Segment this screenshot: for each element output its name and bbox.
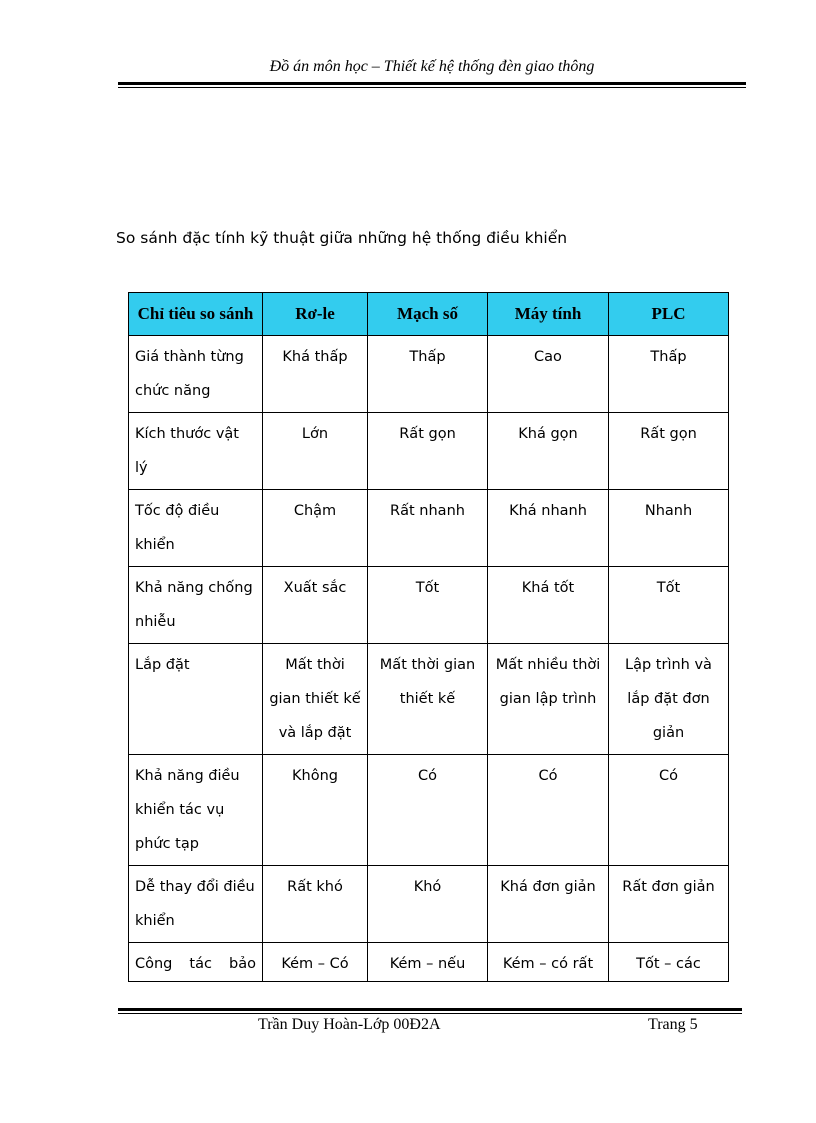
table-cell: Rất gọn: [368, 413, 488, 490]
comparison-table: [128, 292, 729, 982]
table-row: [129, 644, 729, 755]
header-cell-computer: Máy tính: [488, 293, 609, 336]
table-cell: Kém – có rất: [488, 943, 609, 982]
table-row: [129, 755, 729, 866]
table-cell: Cao: [488, 336, 609, 413]
row-label: Công tác bảo: [129, 943, 263, 982]
table-cell: Khá gọn: [488, 413, 609, 490]
table-cell: Xuất sắc: [263, 567, 368, 644]
header-rule-thin: [118, 87, 746, 88]
table-cell: Mất thời gian thiết kế: [368, 644, 488, 755]
page-header: Đồ án môn học – Thiết kế hệ thống đèn giao thông: [269, 58, 595, 75]
intro-paragraph: So sánh đặc tính kỹ thuật giữa những hệ thống điều khiển: [116, 229, 568, 247]
table-cell: Mất nhiều thời gian lập trình: [488, 644, 609, 755]
table-cell: Khá thấp: [263, 336, 368, 413]
row-label: Lắp đặt: [129, 644, 263, 755]
table-cell: Kém – nếu: [368, 943, 488, 982]
table-row: [129, 490, 729, 567]
row-label: Dễ thay đổi điều khiển: [129, 866, 263, 943]
table-cell: Tốt – các: [609, 943, 729, 982]
table-cell: Tốt: [368, 567, 488, 644]
table-cell: Có: [488, 755, 609, 866]
table-row: [129, 567, 729, 644]
table-row: [129, 943, 729, 982]
table-cell: Thấp: [609, 336, 729, 413]
header-rule: [118, 82, 746, 85]
table-cell: Rất gọn: [609, 413, 729, 490]
table-cell: Lập trình và lắp đặt đơn giản: [609, 644, 729, 755]
row-label: Kích thước vật lý: [129, 413, 263, 490]
table-cell: Rất nhanh: [368, 490, 488, 567]
table-header-row: [129, 293, 729, 336]
row-label: Khả năng chống nhiễu: [129, 567, 263, 644]
table-cell: Kém – Có: [263, 943, 368, 982]
header-cell-digital-circuit: Mạch số: [368, 293, 488, 336]
row-label: Tốc độ điều khiển: [129, 490, 263, 567]
header-cell-plc: PLC: [609, 293, 729, 336]
table-cell: Chậm: [263, 490, 368, 567]
table-cell: Khá nhanh: [488, 490, 609, 567]
footer-rule: [118, 1008, 742, 1011]
footer-author: Trần Duy Hoàn-Lớp 00Đ2A: [258, 1016, 441, 1033]
table-cell: Thấp: [368, 336, 488, 413]
table-row: [129, 866, 729, 943]
header-cell-relay: Rơ-le: [263, 293, 368, 336]
header-cell-criteria: Chỉ tiêu so sánh: [129, 293, 263, 336]
table-cell: Khá đơn giản: [488, 866, 609, 943]
row-label: Giá thành từng chức năng: [129, 336, 263, 413]
row-label: Khả năng điều khiển tác vụ phức tạp: [129, 755, 263, 866]
table-cell: Khó: [368, 866, 488, 943]
table-cell: Có: [368, 755, 488, 866]
table-cell: Lớn: [263, 413, 368, 490]
table-cell: Không: [263, 755, 368, 866]
footer-rule-thin: [118, 1013, 742, 1014]
page-number: Trang 5: [648, 1016, 698, 1033]
table-cell: Nhanh: [609, 490, 729, 567]
table-row: [129, 413, 729, 490]
table-cell: Mất thời gian thiết kế và lắp đặt: [263, 644, 368, 755]
table-cell: Khá tốt: [488, 567, 609, 644]
table-cell: Tốt: [609, 567, 729, 644]
table-cell: Rất đơn giản: [609, 866, 729, 943]
table-row: [129, 336, 729, 413]
table-cell: Có: [609, 755, 729, 866]
table-cell: Rất khó: [263, 866, 368, 943]
